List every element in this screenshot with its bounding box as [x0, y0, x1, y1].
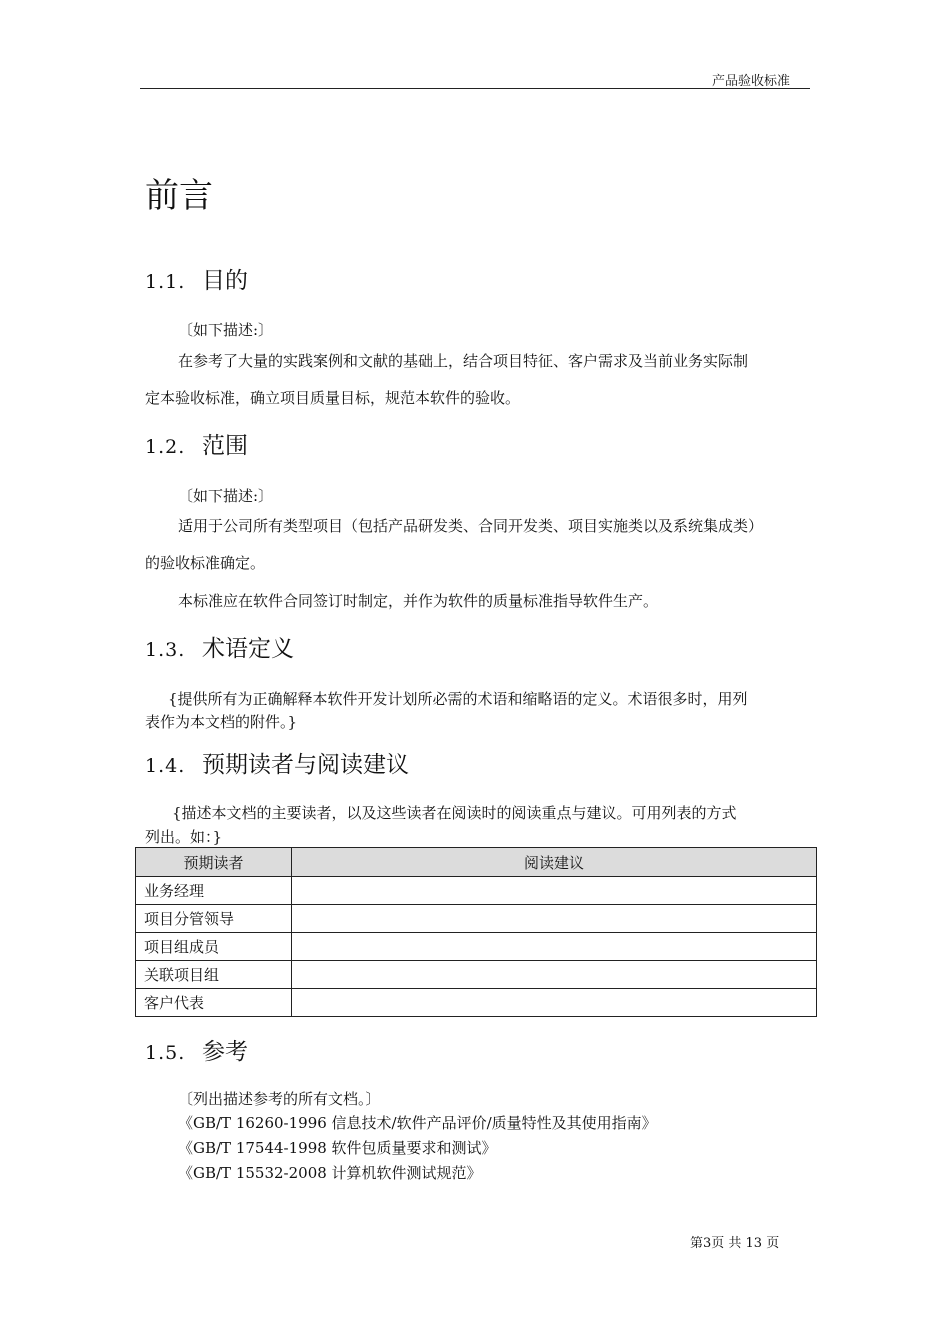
scope-text-line3: 本标准应在软件合同签订时制定，并作为软件的质量标准指导软件生产。 [178, 592, 659, 610]
table-cell [292, 905, 817, 933]
section-number: 1.5. [145, 1042, 186, 1064]
purpose-text-line2: 定本验收标准，确立项目质量目标，规范本软件的验收。 [145, 389, 521, 407]
table-cell: 项目分管领导 [136, 905, 292, 933]
scope-text-line2: 的验收标准确定。 [145, 554, 266, 572]
table-row [136, 933, 817, 961]
table-header-cell: 预期读者 [136, 848, 292, 877]
table-cell [292, 877, 817, 905]
reference-item: 《GB/T 17544-1998 软件包质量要求和测试》 [178, 1139, 497, 1157]
section-heading-purpose [145, 262, 248, 295]
table-cell [292, 989, 817, 1017]
table-header-row [136, 848, 817, 877]
section-title: 目的 [202, 268, 248, 294]
scope-text-line1: 适用于公司所有类型项目（包括产品研发类、合同开发类、项目实施类以及系统集成类） [178, 517, 764, 535]
purpose-text-line1: 在参考了大量的实践案例和文献的基础上，结合项目特征、客户需求及当前业务实际制 [178, 352, 749, 370]
table-cell: 业务经理 [136, 877, 292, 905]
table-row [136, 905, 817, 933]
section-title: 术语定义 [202, 636, 294, 662]
section-title: 预期读者与阅读建议 [202, 752, 409, 778]
purpose-note: 〔如下描述:〕 [178, 321, 274, 339]
section-number: 1.4. [145, 755, 186, 777]
table-cell: 关联项目组 [136, 961, 292, 989]
section-number: 1.1. [145, 271, 186, 293]
chapter-title: 前言 [145, 176, 213, 216]
scope-note: 〔如下描述:〕 [178, 487, 274, 505]
section-title: 范围 [202, 433, 248, 459]
table-row [136, 989, 817, 1017]
section-heading-terms [145, 630, 294, 663]
table-header-cell: 阅读建议 [292, 848, 817, 877]
section-heading-scope [145, 427, 248, 460]
table-cell: 项目组成员 [136, 933, 292, 961]
references-note: 〔列出描述参考的所有文档。〕 [178, 1090, 381, 1108]
table-cell [292, 933, 817, 961]
terms-text-line1: {提供所有为正确解释本软件开发计划所必需的术语和缩略语的定义。术语很多时，用列 [168, 690, 748, 708]
readers-text-line1: {描述本文档的主要读者，以及这些读者在阅读时的阅读重点与建议。可用列表的方式 [172, 804, 737, 822]
table-cell: 客户代表 [136, 989, 292, 1017]
page-footer: 第3页 共 13 页 [690, 1236, 780, 1251]
running-header [140, 70, 810, 89]
reference-item: 《GB/T 16260-1996 信息技术/软件产品评价/质量特性及其使用指南》 [178, 1114, 657, 1132]
table-row [136, 877, 817, 905]
table-row [136, 961, 817, 989]
section-heading-readers [145, 746, 409, 779]
section-number: 1.3. [145, 639, 186, 661]
section-title: 参考 [202, 1039, 248, 1065]
readers-text-line2: 列出。如：} [145, 828, 223, 846]
header-doc-title: 产品验收标准 [711, 74, 790, 89]
reference-item: 《GB/T 15532-2008 计算机软件测试规范》 [178, 1164, 482, 1182]
readers-table [135, 847, 817, 1017]
section-heading-references [145, 1033, 248, 1066]
terms-text-line2: 表作为本文档的附件。} [145, 713, 298, 731]
section-number: 1.2. [145, 436, 186, 458]
table-cell [292, 961, 817, 989]
